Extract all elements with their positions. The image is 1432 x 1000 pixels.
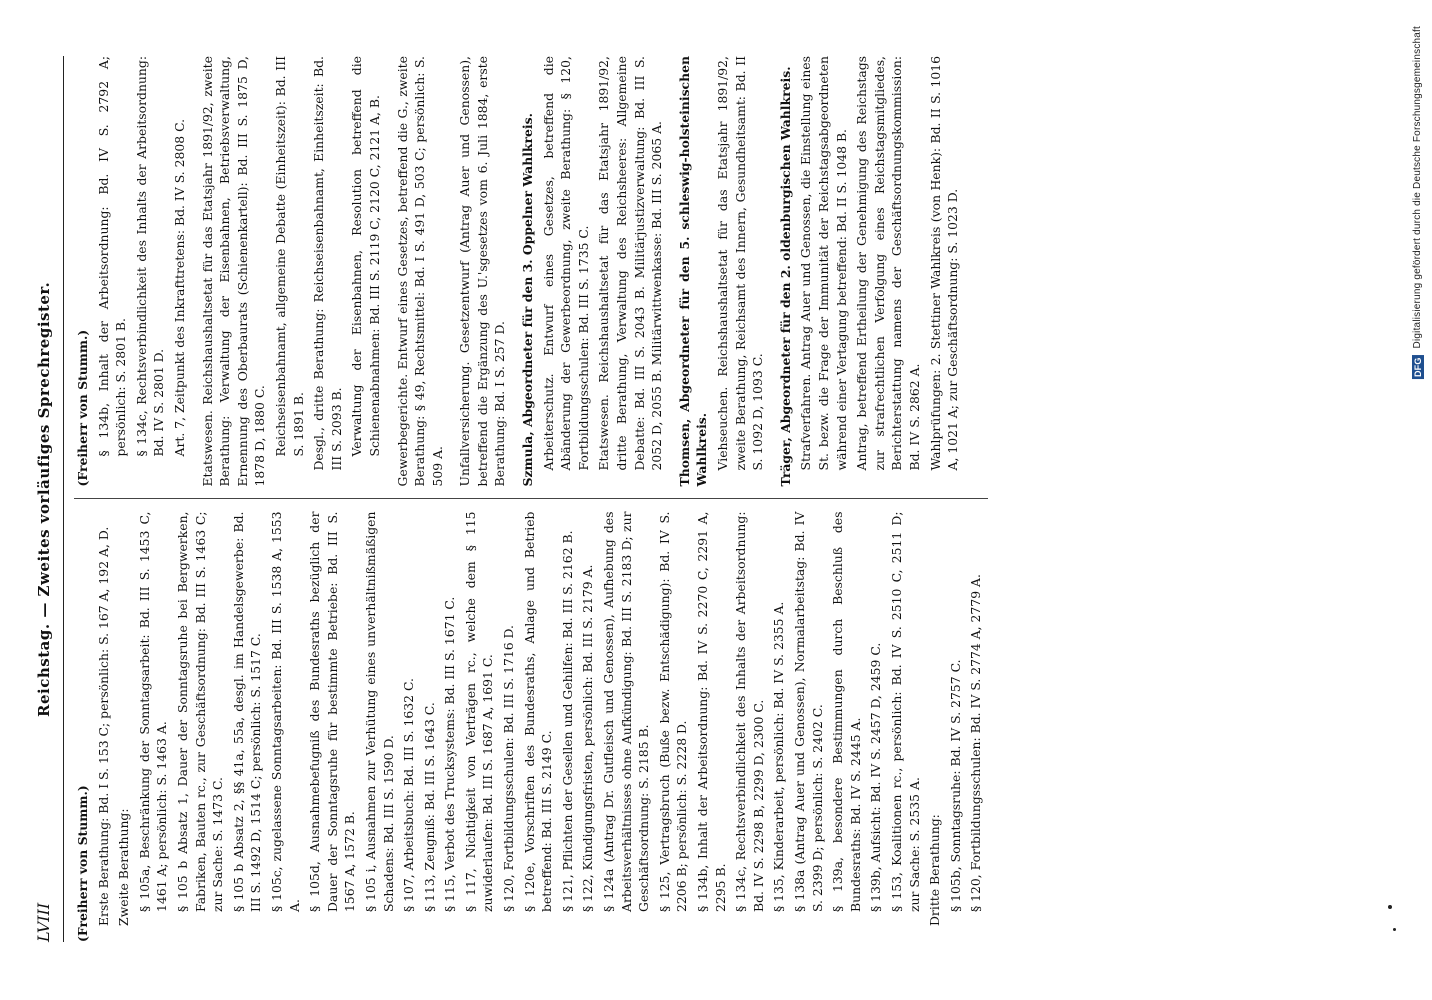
register-entry: § 138a (Antrag Auer und Genossen), Normalarbeitstag: Bd. IV S. 2399 D; persönlich: S. 2402 C. <box>791 511 825 912</box>
register-entry: § 125, Vertragsbruch (Buße bezw. Entschädigung): Bd. IV S. 2206 B; persönlich: S. 2228 D. <box>656 511 690 912</box>
header-rule <box>63 56 64 942</box>
register-entry: § 105 i, Ausnahmen zur Verhütung eines unverhältnißmäßigen Schadens: Bd. III S. 1590 D. <box>362 511 396 912</box>
register-entry: Erste Berathung: Bd. I S. 153 C; persönlich: S. 167 A, 192 A, D. <box>95 526 111 926</box>
register-entry: Träger, Abgeordneter für den 2. oldenburgischen Wahlkreis. <box>777 66 793 487</box>
register-entry: § 121, Pflichten der Gesellen und Gehilfen: Bd. III S. 2162 B. <box>559 530 575 912</box>
register-entry: § 120e, Vorschriften des Bundesraths, Anlage und Betrieb betreffend: Bd. III S. 2149 C. <box>521 511 555 912</box>
register-entry: § 134b, Inhalt der Arbeitsordnung: Bd. IV S. 2792 A; persönlich: S. 2801 B. <box>95 56 129 457</box>
register-entry: Unfallversicherung. Gesetzentwurf (Antrag Auer und Genossen), betreffend die Ergänzung des U.'sgesetzes vom 6. Juli 1884, erste Berathung: Bd. I S. 257 D. <box>457 56 508 487</box>
register-entry: § 120, Fortbildungsschulen: Bd. IV S. 2774 A, 2779 A. <box>968 574 984 912</box>
register-entry: § 120, Fortbildungsschulen: Bd. III S. 1716 D. <box>501 625 517 912</box>
register-entry: (Freiherr von Stumm.) <box>75 329 90 487</box>
register-entry: Viehseuchen. Reichshaushaltsetat für das Etatsjahr 1891/92, zweite Berathung, Reichsamt des Innern, Gesundheitsamt: Bd. II S. 1092 D, 1093 C. <box>715 56 766 471</box>
digitization-credit <box>1412 26 1424 379</box>
register-entry: Dritte Berathung: <box>927 814 943 926</box>
register-entry: Antrag, betreffend Ertheilung der Genehmigung des Reichstags zur strafrechtlichen Verfolgung eines Reichstagsmitgliedes, Berichterstattung namens der Geschäftsordnungskommission: Bd. IV S. 2862 A. <box>854 56 922 471</box>
register-entry: Art. 7, Zeitpunkt des Inkrafttretens: Bd. IV S. 2808 C. <box>171 118 187 457</box>
register-entry: Zweite Berathung: <box>116 808 132 926</box>
scan-speck <box>1393 928 1396 931</box>
register-entry: Etatswesen. Reichshaushaltsetat für das Etatsjahr 1891/92, dritte Berathung, Verwaltung des Reichsheeres: Allgemeine Debatte: Bd. III S. 2043 B. Militärjustizverwaltung: Bd. III S. 2052 D, 2055 B. Militärwittwenkasse: Bd. III S. 2065 A. <box>596 56 665 471</box>
scan-speck <box>1388 905 1392 909</box>
register-entry: § 105 b Absatz 1, Dauer der Sonntagsruhe bei Bergwerken, Fabriken, Bauten rc., zur Geschäftsordnung: Bd. III S. 1463 C; zur Sache: S. 1473 C. <box>174 511 226 912</box>
register-entry: § 124a (Antrag Dr. Gutfleisch und Genossen), Aufhebung des Arbeitsverhältnisses ohne Aufkündigung: Bd. III S. 2183 D; zur Geschäftsordnung: S. 2185 B. <box>601 511 652 912</box>
register-entry: § 117, Nichtigkeit von Verträgen rc., welche dem § 115 zuwiderlaufen: Bd. III S. 1687 A, 1691 C. <box>462 511 496 912</box>
register-entry: § 139a, besondere Bestimmungen durch Beschluß des Bundesraths: Bd. IV S. 2445 A. <box>830 511 863 912</box>
right-column <box>74 56 988 499</box>
register-entry: Strafverfahren. Antrag Auer und Genossen, die Einstellung eines St. bezw. die Frage der Immunität der Reichstagsabgeordneten während einer Vertagung betreffend: Bd. II S. 1048 B. <box>798 56 849 471</box>
register-entry: § 105b, Sonntagsruhe: Bd. IV S. 2757 C. <box>947 659 963 912</box>
register-entry: § 115, Verbot des Trucksystems: Bd. III S. 1671 C. <box>442 596 458 912</box>
register-entry: Thomsen, Abgeordneter für den 5. schleswig-holsteinischen Wahlkreis. <box>676 56 710 487</box>
register-entry: (Freiherr von Stumm.) <box>75 785 90 942</box>
register-entry: Desgl., dritte Berathung: Reichseisenbahnamt, Einheitszeit: Bd. III S. 2093 B. <box>311 56 344 471</box>
register-entry: § 153, Koalitionen rc., persönlich: Bd. IV S. 2510 C, 2511 D; zur Sache: S. 2535 A. <box>888 511 922 912</box>
register-entry: § 134c, Rechtsverbindlichkeit des Inhalts der Arbeitsordnung: Bd. IV S. 2298 B, 2299 D, 2300 C. <box>733 511 766 912</box>
credit-text: Digitalisierung gefördert durch die Deutsche Forschungsgemeinschaft <box>1412 26 1423 349</box>
register-entry: Verwaltung der Eisenbahnen, Resolution betreffend die Schienenabnahmen: Bd. III S. 2119 C, 2120 C, 2121 A, B. <box>349 56 382 457</box>
register-entry: § 139b, Aufsicht: Bd. IV S. 2457 D, 2459 C. <box>868 642 884 912</box>
register-entry: § 105 b Absatz 2, §§ 41a, 55a, desgl. im Handelsgewerbe: Bd. III S. 1492 D, 1514 C; persönlich: S. 1517 C. <box>230 511 264 912</box>
register-columns <box>74 56 988 942</box>
register-entry: Szmula, Abgeordneter für den 3. Oppelner Wahlkreis. <box>520 113 536 487</box>
register-entry: § 134c, Rechtsverbindlichkeit des Inhalts der Arbeitsordnung: Bd. IV S. 2801 D. <box>133 56 167 457</box>
register-entry: § 134b, Inhalt der Arbeitsordnung: Bd. IV S. 2270 C, 2291 A, 2295 B. <box>695 511 728 912</box>
dfg-logo-badge: DFG <box>1413 357 1423 378</box>
register-entry: Etatswesen. Reichshaushaltsetat für das Etatsjahr 1891/92, zweite Berathung: Verwaltung der Eisenbahnen, Betriebsverwaltung, Ernennung des Oberbaurats (Schienenkartell): Bd. III S. 1875 D, 1878 D, 1880 C. <box>199 56 268 487</box>
register-entry: § 105c, zugelassene Sonntagsarbeiten: Bd. III S. 1538 A, 1553 A. <box>268 511 302 912</box>
left-column <box>74 499 988 943</box>
register-entry: § 107, Arbeitsbuch: Bd. III S. 1632 C. <box>401 678 417 912</box>
register-entry: Arbeiterschutz. Entwurf eines Gesetzes, betreffend die Abänderung der Gewerbeordnung, zweite Berathung: § 120, Fortbildungsschulen: Bd. III S. 1735 C. <box>540 56 591 471</box>
register-entry: § 135, Kinderarbeit, persönlich: Bd. IV S. 2355 A. <box>771 601 787 912</box>
register-entry: § 105d, Ausnahmebefugniß des Bundesraths bezüglich der Dauer der Sonntagsruhe für bestimmte Betriebe: Bd. III S. 1567 A, 1572 B. <box>307 511 358 912</box>
register-entry: Wahlprüfungen: 2. Stettiner Wahlkreis (von Henk): Bd. II S. 1016 A, 1021 A; zur Geschäftsordnung: S. 1023 D. <box>927 56 961 471</box>
register-entry: § 113, Zeugniß: Bd. III S. 1643 C. <box>421 702 437 912</box>
register-entry: Reichseisenbahnamt, allgemeine Debatte (Einheitszeit): Bd. III S. 1891 B. <box>272 56 306 457</box>
register-entry: § 122, Kündigungsfristen, persönlich: Bd. III S. 2179 A. <box>580 564 596 912</box>
register-entry: § 105a, Beschränkung der Sonntagsarbeit: Bd. III S. 1453 C, 1461 A; persönlich: S. 1463 A. <box>136 511 170 912</box>
running-head: Reichstag. — Zweites vorläufiges Sprechregister. <box>35 281 53 717</box>
page-header <box>34 56 53 942</box>
page-number: LVIII <box>34 902 53 942</box>
register-entry: Gewerbegerichte. Entwurf eines Gesetzes, betreffend die G., zweite Berathung: § 49, Rechtsmittel: Bd. I S. 491 D, 503 C; persönlich: S. 509 A. <box>394 56 445 487</box>
rotated-register-page <box>16 20 1416 980</box>
